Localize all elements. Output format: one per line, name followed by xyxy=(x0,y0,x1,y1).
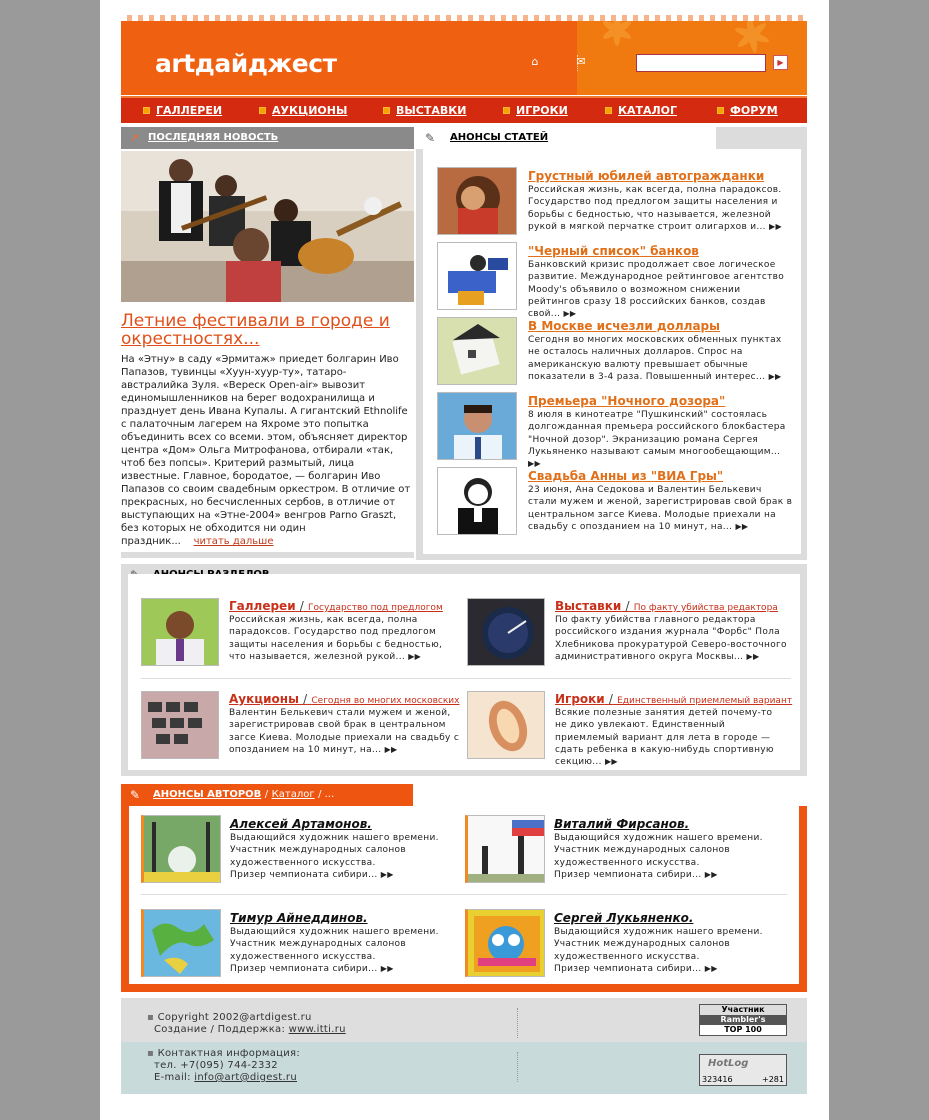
hotlog-badge[interactable] xyxy=(699,1054,787,1086)
mail-icon[interactable]: ✉ xyxy=(576,55,586,68)
news-bottom-bar xyxy=(121,552,414,558)
article-title[interactable]: В Москве исчезли доллары xyxy=(528,319,720,333)
section-summary: По факту убийства главного редактора российского издания журнала "Форбс" Пола Хлебникова прокуратурой Северо-восточного административного округа Москвы... xyxy=(555,615,787,662)
phone-text: тел. +7(095) 744-2332 xyxy=(153,1060,278,1071)
articles-header xyxy=(416,127,716,149)
hotlog-delta: +281 xyxy=(762,1075,784,1084)
home-icon[interactable]: ⌂ xyxy=(531,55,539,68)
main-nav xyxy=(121,96,807,123)
torn-edge xyxy=(121,15,807,21)
latest-news-heading[interactable]: ПОСЛЕДНЯЯ НОВОСТЬ xyxy=(148,132,279,143)
article-text xyxy=(528,409,793,470)
author-line: Призер чемпионата сибири... xyxy=(554,869,702,880)
rambler-line: Участник xyxy=(700,1005,786,1015)
author-thumb[interactable] xyxy=(465,815,545,883)
section-summary: Российская жизнь, как всегда, полна парадоксов. Государство под предлогом защиты населения и борьбы с бедностью, что называется, железной рукой... xyxy=(229,615,443,662)
section-text xyxy=(229,707,461,756)
pencil-icon: ✎ xyxy=(425,131,436,145)
author-line: Призер чемпионата сибири... xyxy=(554,963,702,974)
nav-bullet-icon xyxy=(605,107,612,114)
article-title[interactable]: Свадьба Анны из "ВИА Гры" xyxy=(528,469,724,483)
author-line: Участник международных салонов xyxy=(554,845,730,856)
author-name[interactable]: Тимур Айнеддинов. xyxy=(230,911,368,925)
articles-box xyxy=(423,149,801,554)
author-line: Участник международных салонов xyxy=(230,939,406,950)
nav-item-catalog[interactable]: КАТАЛОГ xyxy=(618,104,678,117)
news-text xyxy=(121,353,413,548)
section-sublink[interactable]: По факту убийства редактора xyxy=(633,603,778,613)
author-name[interactable]: Сергей Лукьяненко. xyxy=(554,911,694,925)
author-item xyxy=(465,815,785,885)
more-arrow-icon[interactable]: ▶▶ xyxy=(408,651,422,661)
footer-divider xyxy=(517,1052,518,1082)
rambler-line: Rambler's xyxy=(700,1015,786,1025)
nav-item-forum[interactable]: ФОРУМ xyxy=(730,104,778,117)
pencil-icon: ✎ xyxy=(130,788,141,802)
created-label: Создание / Поддержка: xyxy=(153,1024,286,1035)
article-summary: Сегодня во многих московских обменных пунктах не осталось наличных долларов. Спрос на американскую валюту превышает обычные показатели в 3-4 раза. Повышенный интерес... xyxy=(528,335,782,382)
author-text xyxy=(554,832,784,881)
section-link[interactable]: Галлереи xyxy=(229,599,296,613)
authors-header xyxy=(121,784,413,806)
news-photo[interactable] xyxy=(121,151,414,302)
article-summary: Российская жизнь, как всегда, полна парадоксов. Государство под предлогом защиты населения и борьбы с бедностью, что называется, железной рукой в мягкой перчатке строит олигархов и... xyxy=(528,185,782,232)
author-line: Участник международных салонов xyxy=(230,845,406,856)
nav-item-auctions[interactable]: АУКЦИОНЫ xyxy=(272,104,348,117)
author-line: Участник международных салонов xyxy=(554,939,730,950)
section-text xyxy=(555,707,787,768)
article-summary: 23 июня, Ана Седокова и Валентин Белькевич стали мужем и женой, зарегистрировав свой брак в центральном загсе Киева. Молодые приехали на свадьбу с опозданием на 10 минут, на... xyxy=(528,485,793,532)
more-arrow-icon[interactable]: ▶▶ xyxy=(380,869,394,879)
author-item xyxy=(141,815,461,885)
nav-bullet-icon xyxy=(383,107,390,114)
read-more-link[interactable]: читать дальше xyxy=(193,536,274,547)
section-thumb[interactable] xyxy=(141,691,219,759)
site-header xyxy=(121,15,807,95)
more-arrow-icon[interactable]: ▶▶ xyxy=(563,309,577,319)
footer-divider xyxy=(517,1008,518,1038)
section-item xyxy=(141,598,461,668)
authors-header-gap xyxy=(413,784,807,806)
news-title[interactable]: Летние фестивали в городе и окрестностях... xyxy=(121,311,390,349)
author-line: Выдающийся художник нашего времени. xyxy=(230,833,439,843)
authors-panel xyxy=(121,784,807,992)
nav-item-galleries[interactable]: ГАЛЛЕРЕИ xyxy=(156,104,223,117)
author-line: Выдающийся художник нашего времени. xyxy=(554,833,763,843)
author-thumb[interactable] xyxy=(465,909,545,977)
section-item xyxy=(141,691,461,761)
page-frame xyxy=(100,0,829,1120)
news-body: На «Этну» в саду «Эрмитаж» приедет болгарин Иво Папазов, тувинцы «Хуун-хуур-ту», татаро-австралийка Зуля. «Вереск Open-air» вывозит единомышленников на берег водохранилища и празднует день Ивана Купалы. А гигантский Ethnolife с палаточным лагерем на Яхроме это попытка объединить всех со всеми. этом, объясняет директор центра «Дом» Ольга Митрофанова, отбирали «так, чтоб без попсы». Критерий размытый, лица известные. Главное, бородатое, — болгарин Иво Папазов со своим свадебным оркестром. В отличие от прекрасных, но бесчисленных сербов, в отличие от выступающих на «Этне-2004» венгров Parno Graszt, без которых не обходится ни один праздник... xyxy=(121,354,411,547)
footer-copyright xyxy=(121,998,807,1042)
site-logo[interactable]: artдайджест xyxy=(155,49,337,78)
latest-news-header xyxy=(121,127,414,149)
more-arrow-icon[interactable]: ▶▶ xyxy=(735,521,749,531)
email-label: E-mail: xyxy=(153,1072,191,1083)
search-button[interactable]: ▶ xyxy=(773,55,788,70)
article-thumb[interactable] xyxy=(437,467,517,535)
sections-panel xyxy=(121,564,807,776)
nav-item-exhibitions[interactable]: ВЫСТАВКИ xyxy=(396,104,467,117)
hotlog-count: 323416 xyxy=(702,1075,733,1084)
article-title[interactable]: Премьера "Ночного дозора" xyxy=(528,394,726,408)
nav-bullet-icon xyxy=(503,107,510,114)
article-thumb[interactable] xyxy=(437,242,517,310)
nav-bullet-icon xyxy=(143,107,150,114)
article-summary: Банковский кризис продолжает свое логическое развитие. Международное рейтинговое агентство Moody's объявило о возможном снижении рейтингов сразу 18 российских банков, создав свой... xyxy=(528,260,785,320)
section-thumb[interactable] xyxy=(467,598,545,666)
section-item xyxy=(467,691,793,768)
article-summary: 8 июля в кинотеатре "Пушкинский" состоялась долгожданная премьера российского блокбастера "Ночной дозор". Экранизацию романа Сергея Лукьяненко называют самым многообещающим... xyxy=(528,410,786,457)
author-line: Призер чемпионата сибири... xyxy=(230,869,378,880)
author-line: Призер чемпионата сибири... xyxy=(230,963,378,974)
author-thumb[interactable] xyxy=(141,815,221,883)
author-text xyxy=(230,832,460,881)
article-text xyxy=(528,334,793,383)
itti-link[interactable]: www.itti.ru xyxy=(288,1024,346,1035)
section-thumb[interactable] xyxy=(467,691,545,759)
author-line: Выдающийся художник нашего времени. xyxy=(554,927,763,937)
authors-heading[interactable]: АНОНСЫ АВТОРОВ xyxy=(153,789,262,800)
footer-contacts xyxy=(121,1042,807,1094)
articles-heading[interactable]: АНОНСЫ СТАТЕЙ xyxy=(450,132,549,143)
article-thumb[interactable] xyxy=(437,317,517,385)
section-link[interactable]: Игроки xyxy=(555,692,605,706)
article-thumb[interactable] xyxy=(437,392,517,460)
more-arrow-icon[interactable]: ▶▶ xyxy=(769,221,782,231)
sections-box xyxy=(128,574,800,770)
author-line: художественного искусства. xyxy=(230,951,376,962)
section-summary: Валентин Белькевич стали мужем и женой, зарегистрировав свой брак в центральном загсе Киева. Молодые приехали на свадьбу с опозданием на 10 минут, на... xyxy=(229,708,460,755)
hotlog-name: HotLog xyxy=(708,1058,749,1069)
author-item xyxy=(141,909,461,979)
more-arrow-icon[interactable]: ▶▶ xyxy=(768,371,782,381)
authors-divider xyxy=(141,894,787,895)
authors-box xyxy=(129,806,799,984)
crumb-tail: / ... xyxy=(318,789,335,800)
section-sublink[interactable]: Государство под предлогом xyxy=(308,603,443,613)
article-title[interactable]: "Черный список" банков xyxy=(528,244,699,258)
article-thumb[interactable] xyxy=(437,167,517,235)
article-text xyxy=(528,184,793,233)
author-line: художественного искусства. xyxy=(554,951,700,962)
nav-bullet-icon xyxy=(259,107,266,114)
article-title[interactable]: Грустный юбилей автогражданки xyxy=(528,169,765,183)
more-arrow-icon[interactable]: ▶▶ xyxy=(528,459,541,469)
section-summary: Всякие полезные занятия детей почему-то не дико увлекают. Единственный приемлемый вариант для лета в городе — сдать ребенка в какую-нибудь спортивную секцию... xyxy=(555,708,774,768)
rambler-top100-badge[interactable] xyxy=(699,1004,787,1036)
email-link[interactable]: info@art@digest.ru xyxy=(194,1072,297,1083)
section-title: Галлереи / Государство под предлогом xyxy=(229,599,443,613)
more-arrow-icon[interactable]: ▶▶ xyxy=(380,963,394,973)
nav-item-players[interactable]: ИГРОКИ xyxy=(516,104,568,117)
section-title: Игроки / Единственный приемлемый вариант xyxy=(555,692,793,706)
author-item xyxy=(465,909,785,979)
author-line: художественного искусства. xyxy=(230,857,376,868)
author-name[interactable]: Виталий Фирсанов. xyxy=(554,817,690,831)
sections-divider xyxy=(141,678,791,679)
more-arrow-icon[interactable]: ▶▶ xyxy=(704,963,718,973)
author-line: художественного искусства. xyxy=(554,857,700,868)
rambler-line: TOP 100 xyxy=(724,1025,762,1034)
section-title: Аукционы / Сегодня во многих московских xyxy=(229,692,460,706)
article-text xyxy=(528,484,793,533)
more-arrow-icon[interactable]: ▶▶ xyxy=(746,651,760,661)
author-name[interactable]: Алексей Артамонов. xyxy=(230,817,372,831)
copyright-block: ▪ Copyright 2002@artdigest.ru Создание / Поддержка: www.itti.ru xyxy=(147,1012,346,1035)
section-item xyxy=(467,598,787,668)
author-text xyxy=(554,926,784,975)
crumb-catalog[interactable]: Каталог xyxy=(271,789,315,800)
section-text xyxy=(229,614,461,663)
section-sublink[interactable]: Сегодня во многих московских xyxy=(311,696,460,706)
crumb-separator: / xyxy=(264,789,269,800)
author-text xyxy=(230,926,460,975)
section-text xyxy=(555,614,787,663)
author-thumb[interactable] xyxy=(141,909,221,977)
more-arrow-icon[interactable]: ▶▶ xyxy=(604,757,618,767)
more-arrow-icon[interactable]: ▶▶ xyxy=(704,869,718,879)
contact-label: Контактная информация: xyxy=(157,1048,301,1059)
arrow-icon: ➚ xyxy=(130,131,140,144)
author-line: Выдающийся художник нашего времени. xyxy=(230,927,439,937)
contacts-block: ▪ Контактная информация: тел. +7(095) 744-2332 E-mail: info@art@digest.ru xyxy=(147,1048,301,1083)
section-title: Выставки / По факту убийства редактора xyxy=(555,599,778,613)
section-thumb[interactable] xyxy=(141,598,219,666)
section-link[interactable]: Выставки xyxy=(555,599,622,613)
section-link[interactable]: Аукционы xyxy=(229,692,299,706)
more-arrow-icon[interactable]: ▶▶ xyxy=(384,744,398,754)
article-text xyxy=(528,259,793,320)
search-input[interactable] xyxy=(636,54,766,72)
nav-bullet-icon xyxy=(717,107,724,114)
section-sublink[interactable]: Единственный приемлемый вариант xyxy=(617,696,793,706)
copyright-text: Copyright 2002@artdigest.ru xyxy=(157,1012,312,1023)
